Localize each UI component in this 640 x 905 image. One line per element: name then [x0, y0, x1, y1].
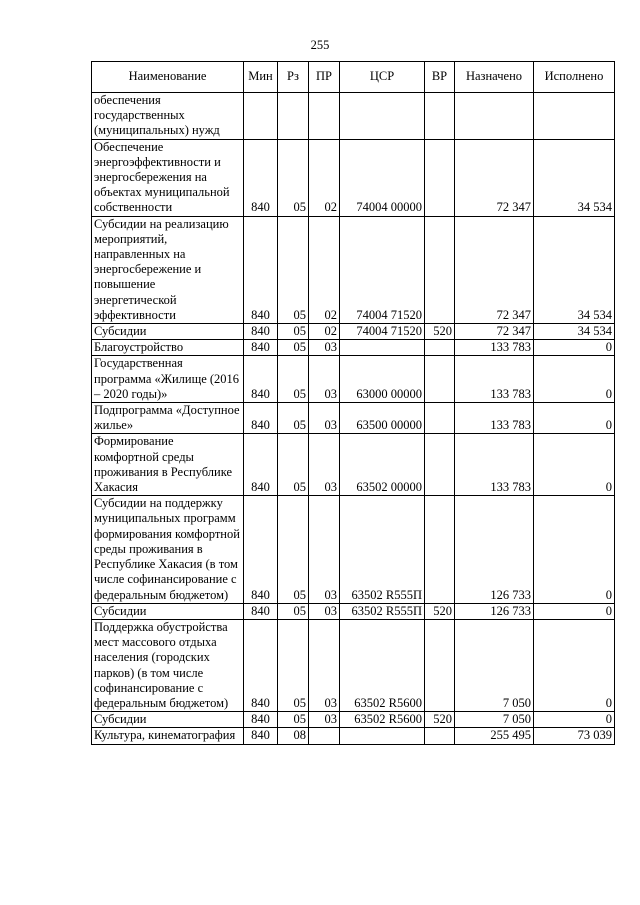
row-pr: 03: [309, 356, 340, 403]
row-min: 840: [244, 603, 278, 619]
row-pr: 03: [309, 403, 340, 434]
table-row: [92, 712, 615, 728]
column-header-vr: ВР: [425, 62, 455, 93]
row-executed: [534, 93, 615, 140]
row-csr: 74004 71520: [340, 324, 425, 340]
row-rz: 05: [278, 324, 309, 340]
row-pr: [309, 728, 340, 744]
row-min: 840: [244, 216, 278, 323]
table-row: [92, 728, 615, 744]
row-rz: 05: [278, 340, 309, 356]
table-row: [92, 356, 615, 403]
budget-table: [91, 61, 615, 745]
row-rz: 05: [278, 712, 309, 728]
row-min: 840: [244, 356, 278, 403]
row-vr: 520: [425, 324, 455, 340]
row-min: 840: [244, 619, 278, 711]
row-executed: 34 534: [534, 139, 615, 216]
row-min: 840: [244, 728, 278, 744]
row-pr: [309, 93, 340, 140]
row-name: обеспечения государственных (муниципальных) нужд: [92, 93, 244, 140]
row-csr: 63502 R5600: [340, 712, 425, 728]
row-vr: [425, 216, 455, 323]
row-assigned: [455, 93, 534, 140]
row-vr: [425, 496, 455, 603]
row-name: Поддержка обустройства мест массового отдыха населения (городских парков) (в том числе софинансирование с федеральным бюджетом): [92, 619, 244, 711]
row-name: Формирование комфортной среды проживания в Республике Хакасия: [92, 434, 244, 496]
row-vr: 520: [425, 712, 455, 728]
table-row: [92, 603, 615, 619]
row-executed: 73 039: [534, 728, 615, 744]
row-pr: 03: [309, 340, 340, 356]
row-rz: [278, 93, 309, 140]
row-executed: 0: [534, 403, 615, 434]
row-rz: 05: [278, 356, 309, 403]
row-name: Субсидии на поддержку муниципальных программ формирования комфортной среды проживания в Республике Хакасия (в том числе софинансирование с федеральным бюджетом): [92, 496, 244, 603]
row-csr: [340, 93, 425, 140]
row-vr: [425, 93, 455, 140]
row-rz: 05: [278, 216, 309, 323]
row-assigned: 7 050: [455, 712, 534, 728]
row-assigned: 7 050: [455, 619, 534, 711]
row-assigned: 126 733: [455, 603, 534, 619]
table-row: [92, 434, 615, 496]
row-executed: 0: [534, 496, 615, 603]
row-rz: 05: [278, 139, 309, 216]
row-min: 840: [244, 324, 278, 340]
row-executed: 34 534: [534, 216, 615, 323]
row-csr: 74004 00000: [340, 139, 425, 216]
row-rz: 08: [278, 728, 309, 744]
table-row: [92, 93, 615, 140]
row-executed: 0: [534, 603, 615, 619]
row-vr: [425, 356, 455, 403]
row-csr: 63502 R5600: [340, 619, 425, 711]
row-name: Субсидии на реализацию мероприятий, направленных на энергосбережение и повышение энергетической эффективности: [92, 216, 244, 323]
row-pr: 02: [309, 139, 340, 216]
row-min: 840: [244, 434, 278, 496]
row-name: Субсидии: [92, 603, 244, 619]
table-row: [92, 496, 615, 603]
table-row: [92, 340, 615, 356]
row-rz: 05: [278, 434, 309, 496]
row-csr: 63500 00000: [340, 403, 425, 434]
column-header-csr: ЦСР: [340, 62, 425, 93]
table-row: [92, 324, 615, 340]
row-assigned: 255 495: [455, 728, 534, 744]
table-row: [92, 619, 615, 711]
row-assigned: 72 347: [455, 139, 534, 216]
column-header-name: Наименование: [92, 62, 244, 93]
row-assigned: 72 347: [455, 216, 534, 323]
row-csr: 63000 00000: [340, 356, 425, 403]
column-header-executed: Исполнено: [534, 62, 615, 93]
row-assigned: 133 783: [455, 434, 534, 496]
row-executed: 0: [534, 619, 615, 711]
row-assigned: 133 783: [455, 356, 534, 403]
row-min: [244, 93, 278, 140]
row-vr: 520: [425, 603, 455, 619]
table-row: [92, 216, 615, 323]
table-row: [92, 139, 615, 216]
column-header-pr: ПР: [309, 62, 340, 93]
row-pr: 03: [309, 712, 340, 728]
row-pr: 02: [309, 324, 340, 340]
row-executed: 34 534: [534, 324, 615, 340]
row-executed: 0: [534, 340, 615, 356]
row-name: Субсидии: [92, 324, 244, 340]
row-min: 840: [244, 340, 278, 356]
page-number: 255: [310, 38, 330, 52]
row-assigned: 133 783: [455, 340, 534, 356]
row-csr: 63502 00000: [340, 434, 425, 496]
row-rz: 05: [278, 619, 309, 711]
row-executed: 0: [534, 356, 615, 403]
row-min: 840: [244, 496, 278, 603]
row-assigned: 126 733: [455, 496, 534, 603]
column-header-assigned: Назначено: [455, 62, 534, 93]
row-csr: 63502 R555П: [340, 603, 425, 619]
row-rz: 05: [278, 603, 309, 619]
row-name: Государственная программа «Жилище (2016 – 2020 годы)»: [92, 356, 244, 403]
row-min: 840: [244, 139, 278, 216]
row-vr: [425, 434, 455, 496]
row-name: Обеспечение энергоэффективности и энергосбережения на объектах муниципальной собственности: [92, 139, 244, 216]
column-header-rz: Рз: [278, 62, 309, 93]
row-csr: 74004 71520: [340, 216, 425, 323]
row-vr: [425, 403, 455, 434]
row-executed: 0: [534, 712, 615, 728]
row-vr: [425, 728, 455, 744]
row-min: 840: [244, 403, 278, 434]
row-name: Благоустройство: [92, 340, 244, 356]
row-vr: [425, 340, 455, 356]
row-rz: 05: [278, 496, 309, 603]
row-pr: 03: [309, 496, 340, 603]
row-vr: [425, 139, 455, 216]
row-assigned: 133 783: [455, 403, 534, 434]
row-pr: 03: [309, 434, 340, 496]
table-header-row: [92, 62, 615, 93]
row-pr: 02: [309, 216, 340, 323]
row-name: Культура, кинематография: [92, 728, 244, 744]
row-executed: 0: [534, 434, 615, 496]
row-csr: [340, 340, 425, 356]
table-row: [92, 403, 615, 434]
row-csr: [340, 728, 425, 744]
row-name: Субсидии: [92, 712, 244, 728]
row-assigned: 72 347: [455, 324, 534, 340]
column-header-min: Мин: [244, 62, 278, 93]
row-pr: 03: [309, 619, 340, 711]
row-name: Подпрограмма «Доступное жилье»: [92, 403, 244, 434]
row-min: 840: [244, 712, 278, 728]
row-pr: 03: [309, 603, 340, 619]
row-rz: 05: [278, 403, 309, 434]
row-csr: 63502 R555П: [340, 496, 425, 603]
row-vr: [425, 619, 455, 711]
